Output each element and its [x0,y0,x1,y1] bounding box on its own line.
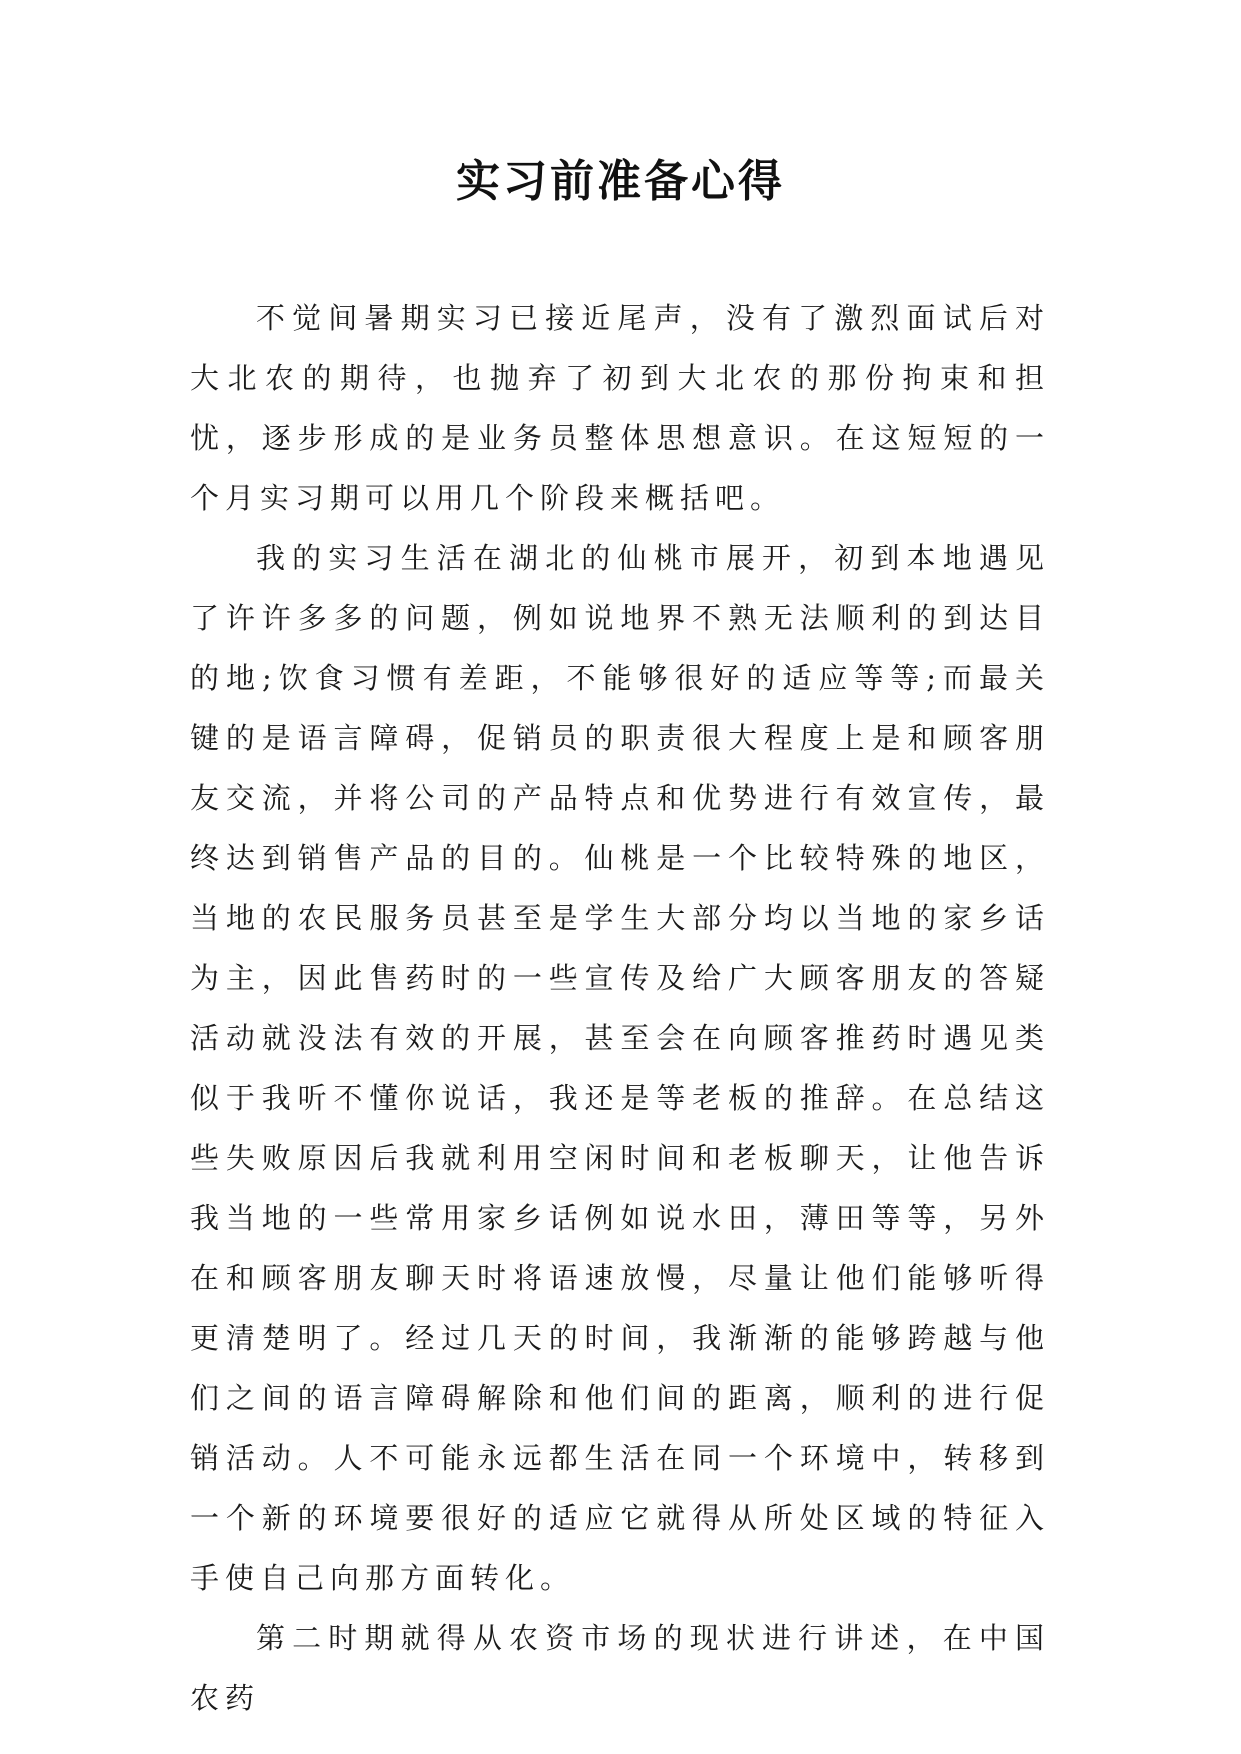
paragraph-2: 我的实习生活在湖北的仙桃市展开，初到本地遇见了许许多多的问题，例如说地界不熟无法顺利的到达目的地;饮食习惯有差距，不能够很好的适应等等;而最关键的是语言障碍，促销员的职责很大程度上是和顾客朋友交流，并将公司的产品特点和优势进行有效宣传，最终达到销售产品的目的。仙桃是一个比较特殊的地区，当地的农民服务员甚至是学生大部分均以当地的家乡话为主，因此售药时的一些宣传及给广大顾客朋友的答疑活动就没法有效的开展，甚至会在向顾客推药时遇见类似于我听不懂你说话，我还是等老板的推辞。在总结这些失败原因后我就利用空闲时间和老板聊天，让他告诉我当地的一些常用家乡话例如说水田，薄田等等，另外在和顾客朋友聊天时将语速放慢，尽量让他们能够听得更清楚明了。经过几天的时间，我渐渐的能够跨越与他们之间的语言障碍解除和他们间的距离，顺利的进行促销活动。人不可能永远都生活在同一个环境中，转移到一个新的环境要很好的适应它就得从所处区域的特征入手使自己向那方面转化。 [190,541,1050,1595]
document-title: 实习前准备心得 [456,156,785,207]
document-body [190,288,1050,1728]
paragraph-3: 第二时期就得从农资市场的现状进行讲述，在中国农药 [190,1621,1050,1715]
paragraph-1: 不觉间暑期实习已接近尾声，没有了激烈面试后对大北农的期待，也抛弃了初到大北农的那份拘束和担忧，逐步形成的是业务员整体思想意识。在这短短的一个月实习期可以用几个阶段来概括吧。 [190,301,1050,515]
